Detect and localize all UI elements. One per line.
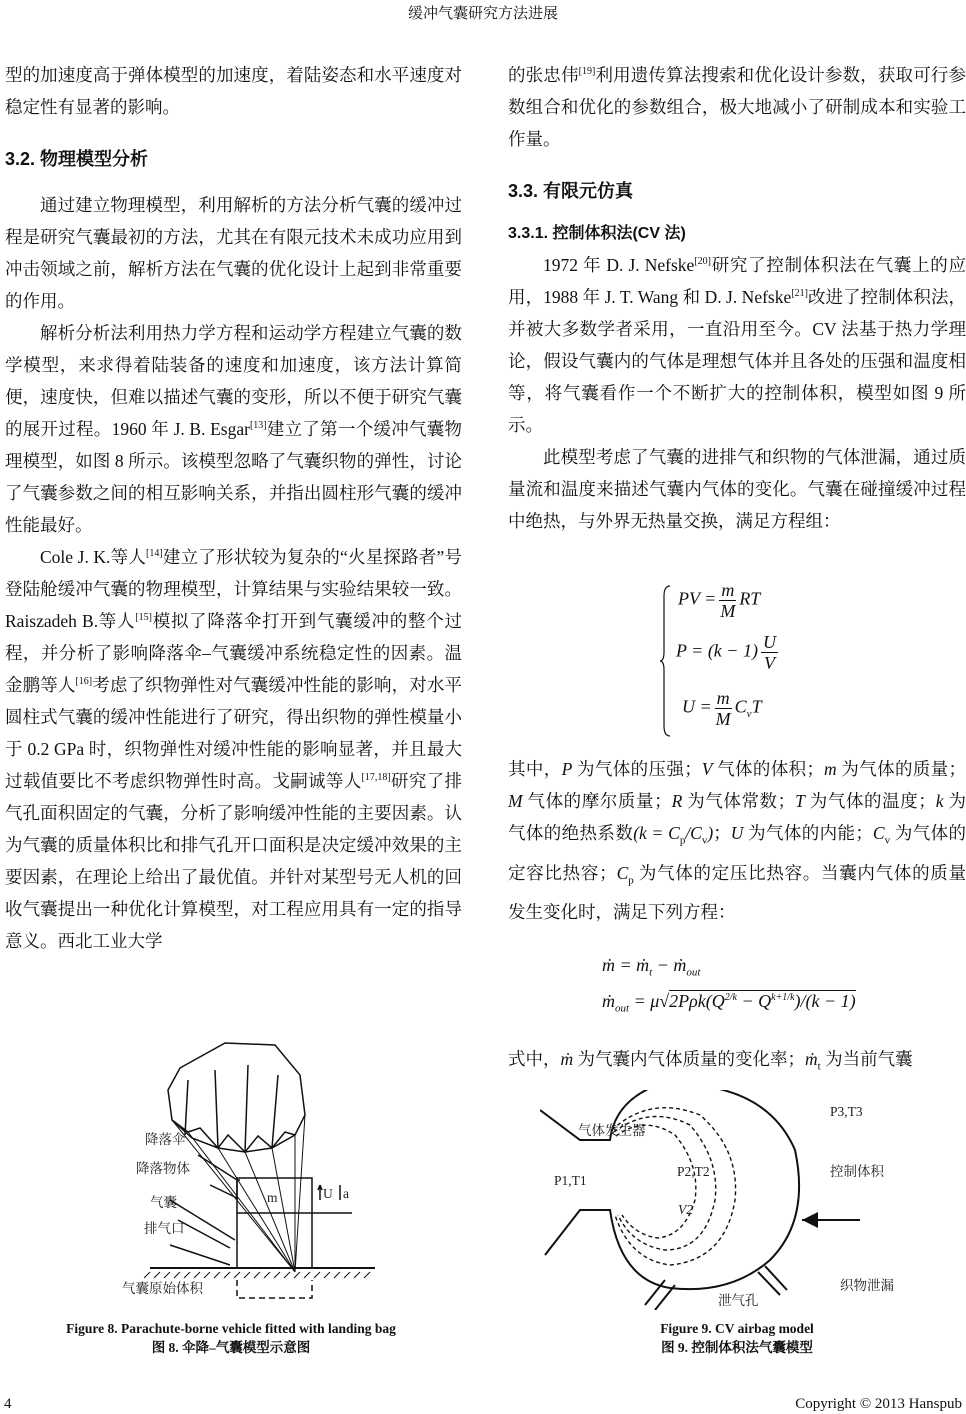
text-run: 为气体的内能； bbox=[743, 823, 873, 843]
text-run: 解析分析法利用热力学方程和运动学方程建立气囊的数学模型，来求得着陆装备的速度和加速度，该方法计算简便，速度快，但难以描述气囊的变形，所以不便于研究气囊的展开过程。1960 年 J. B. Esgar bbox=[5, 323, 462, 439]
text-run: ； bbox=[713, 823, 731, 843]
copyright: Copyright © 2013 Hanspub bbox=[795, 1396, 962, 1412]
citation-ref: [16] bbox=[75, 676, 93, 687]
label-p3-t3: P3,T3 bbox=[830, 1104, 863, 1119]
math-symbol: ) bbox=[707, 823, 714, 843]
text-run: 为气体的定压比热容。当囊内气体的质量发生变化时，满足下列方程： bbox=[508, 862, 966, 922]
label-p1-t1: P1,T1 bbox=[554, 1173, 587, 1188]
label-parachute: 降落伞 bbox=[145, 1132, 186, 1147]
math-symbol: U bbox=[730, 823, 744, 843]
math-subscript: p bbox=[628, 874, 634, 886]
text-run: 为气体常数； bbox=[682, 791, 796, 811]
paragraph bbox=[508, 59, 966, 155]
figure-8-parachute-diagram bbox=[100, 1040, 430, 1305]
math-symbol: k bbox=[935, 791, 944, 811]
label-gas-generator: 气体发生器 bbox=[578, 1123, 646, 1138]
math-symbol: m bbox=[823, 759, 837, 779]
text-run: 为气体的质量； bbox=[836, 759, 966, 779]
equation-system bbox=[672, 580, 781, 740]
left-brace bbox=[660, 584, 672, 738]
text-run: 研究了控制体积法在气囊上的应用，1988 年 J. T. Wang 和 D. J. Nefske bbox=[508, 255, 966, 307]
math-symbol: V bbox=[701, 759, 713, 779]
label-v2: V2 bbox=[678, 1202, 693, 1217]
text-run: 为气体的定容比热容； bbox=[508, 823, 966, 883]
figure-9-cv-airbag-diagram bbox=[540, 1090, 940, 1310]
text-run: 为气体的压强； bbox=[572, 759, 702, 779]
section-heading-3-3-1: 3.3.1. 控制体积法(CV 法) bbox=[508, 225, 686, 242]
label-vent-hole: 泄气孔 bbox=[718, 1293, 759, 1308]
label-fabric-leakage: 织物泄漏 bbox=[840, 1278, 894, 1293]
text-run: 通过建立物理模型，利用解析的方法分析气囊的缓冲过程是研究气囊最初的方法，尤其在有限元技术未成功应用到冲击领域之前，解析方法在气囊的优化设计上起到非常重要的作用。 bbox=[5, 195, 462, 311]
label-control-volume: 控制体积 bbox=[830, 1164, 884, 1179]
text-run: 为气囊内气体质量的变化率； bbox=[573, 1049, 806, 1069]
equation-internal-energy: U = $\frac{m}{M}$ $C_vT$ bbox=[682, 688, 762, 729]
equation-mass-out: ṁ$_{out}$ = $\mu√2P\rho k(Q^{2/k} - Q^{k+1/k})/(k - 1)$ bbox=[602, 991, 856, 1015]
math-symbol: /C bbox=[685, 823, 702, 843]
figure-8-caption bbox=[0, 1319, 462, 1357]
text-run: 模拟了降落伞打开到气囊缓冲的整个过程，并分析了影响降落伞–气囊缓冲系统稳定性的因素。温金鹏等人 bbox=[5, 611, 463, 695]
text-run: 改进了控制体积法，并被大多数学者采用，一直沿用至今。CV 法基于热力学理论，假设气囊内的气体是理想气体并且各处的压强和温度相等，将气囊看作一个不断扩大的控制体积，模型如图 9 所示。 bbox=[508, 287, 966, 435]
caption-english: Figure 8. Parachute-borne vehicle fitted with landing bag bbox=[66, 1321, 396, 1336]
label-acceleration: a bbox=[343, 1186, 349, 1201]
equation-mass-rate: ṁ = ṁ$_t$ − ṁ$_{out}$ bbox=[602, 955, 701, 979]
text-run: 研究了排气孔面积固定的气囊，分析了影响缓冲性能的主要因素。认为气囊的质量体积比和排气孔开口面积是决定缓冲效果的主要因素，在理论上给出了最优值。并针对某型号无人机的回收气囊提出一种优化计算模型，对工程应用具有一定的指导意义。西北工业大学 bbox=[5, 771, 463, 951]
text-run: 建立了第一个缓冲气囊物理模型，如图 8 所示。该模型忽略了气囊织物的弹性，讨论了气囊参数之间的相互影响关系，并指出圆柱形气囊的缓冲性能最好。 bbox=[5, 419, 462, 535]
math-symbol: M bbox=[508, 791, 523, 811]
right-column bbox=[508, 59, 966, 537]
text-run: 为当前气囊 bbox=[820, 1049, 913, 1069]
text-run: 建立了形状较为复杂的“火星探路者”号登陆舱缓冲气囊的物理模型，计算结果与实验结果较一致。Raiszadeh B.等人 bbox=[5, 547, 462, 631]
text-run: Cole J. K.等人 bbox=[40, 547, 147, 567]
math-subscript: t bbox=[817, 1060, 821, 1073]
text-run: 气体的摩尔质量； bbox=[522, 791, 672, 811]
section-heading-3-3: 3.3. 有限元仿真 bbox=[508, 181, 634, 201]
caption-english: Figure 9. CV airbag model bbox=[660, 1321, 814, 1336]
label-vent: 排气口 bbox=[144, 1221, 185, 1236]
text-run: 为气体的温度； bbox=[804, 791, 936, 811]
equation-pressure: P = (k − 1) $\frac{U}{V}$ bbox=[676, 632, 776, 673]
control-volume-arrow-icon bbox=[802, 1212, 818, 1228]
label-p2-t2: P2,T2 bbox=[677, 1164, 710, 1179]
label-original-volume: 气囊原始体积 bbox=[122, 1281, 203, 1296]
citation-ref: [20] bbox=[694, 256, 711, 267]
paragraph bbox=[508, 1043, 966, 1083]
label-airbag: 气囊 bbox=[150, 1195, 177, 1210]
math-symbol: P bbox=[561, 759, 573, 779]
figure-9-caption bbox=[508, 1319, 966, 1357]
citation-ref: [14] bbox=[146, 548, 163, 559]
text-run: 其中， bbox=[508, 759, 562, 779]
text-run: 考虑了织物弹性对气囊缓冲性能的影响，对水平圆柱式气囊的缓冲性能进行了研究，得出织物的弹性模量小于 0.2 GPa 时，织物弹性对缓冲性能的影响显著，并且最大过载值要比不考虑织物弹性时高。戈嗣诚等人 bbox=[5, 675, 462, 791]
text-run: 利用遗传算法搜索和优化设计参数，获取可行参数组合和优化的参数组合，极大地减小了研制成本和实验工作量。 bbox=[508, 65, 966, 149]
running-header: 缓冲气囊研究方法进展 bbox=[407, 6, 558, 22]
section-heading-3-2: 3.2. 物理模型分析 bbox=[5, 149, 149, 169]
math-subscript: v bbox=[884, 834, 891, 847]
paragraph bbox=[5, 541, 462, 957]
label-velocity: U bbox=[323, 1186, 333, 1201]
text-run: 气体的体积； bbox=[712, 759, 824, 779]
text-run: 式中， bbox=[508, 1049, 561, 1069]
paragraph bbox=[508, 249, 966, 441]
math-symbol: C bbox=[872, 823, 885, 843]
paragraph bbox=[5, 59, 462, 123]
label-falling-body: 降落物体 bbox=[136, 1161, 190, 1176]
math-symbol: (k = C bbox=[633, 823, 680, 843]
math-symbol: ṁ bbox=[560, 1049, 574, 1069]
math-symbol: R bbox=[671, 791, 683, 811]
paragraph bbox=[508, 753, 966, 928]
page-number: 4 bbox=[4, 1396, 12, 1412]
text-run: 此模型考虑了气囊的进排气和织物的气体泄漏，通过质量流和温度来描述气囊内气体的变化。气囊在碰撞缓冲过程中绝热，与外界无热量交换，满足方程组： bbox=[508, 447, 966, 531]
right-column-lower bbox=[508, 753, 966, 928]
left-column bbox=[5, 59, 462, 957]
text-run: 型的加速度高于弹体模型的加速度，着陆姿态和水平速度对稳定性有显著的影响。 bbox=[5, 65, 462, 117]
text-run: 的张忠伟 bbox=[508, 65, 579, 85]
math-symbol: T bbox=[795, 791, 805, 811]
text-run: 1972 年 D. J. Nefske bbox=[543, 255, 695, 275]
math-symbol: ṁ bbox=[805, 1049, 818, 1069]
label-mass: m bbox=[267, 1190, 278, 1205]
paragraph bbox=[508, 441, 966, 537]
math-symbol: C bbox=[616, 862, 629, 883]
citation-ref: [19] bbox=[578, 66, 596, 77]
citation-ref: [13] bbox=[249, 420, 267, 431]
paragraph bbox=[5, 189, 462, 317]
right-column-tail bbox=[508, 1043, 966, 1083]
paragraph bbox=[5, 317, 462, 541]
citation-ref: [17,18] bbox=[361, 772, 391, 783]
math-subscript: v bbox=[701, 834, 708, 847]
caption-chinese: 图 9. 控制体积法气囊模型 bbox=[661, 1340, 813, 1355]
equation-ideal-gas: PV = $\frac{m}{M}$ RT bbox=[678, 580, 761, 621]
mass-flow-equations bbox=[602, 955, 856, 1015]
text-run: 为气体的绝热系数 bbox=[508, 791, 966, 843]
caption-chinese: 图 8. 伞降–气囊模型示意图 bbox=[151, 1340, 311, 1355]
citation-ref: [15] bbox=[135, 612, 152, 623]
citation-ref: [21] bbox=[791, 288, 808, 299]
math-subscript: p bbox=[679, 834, 686, 847]
